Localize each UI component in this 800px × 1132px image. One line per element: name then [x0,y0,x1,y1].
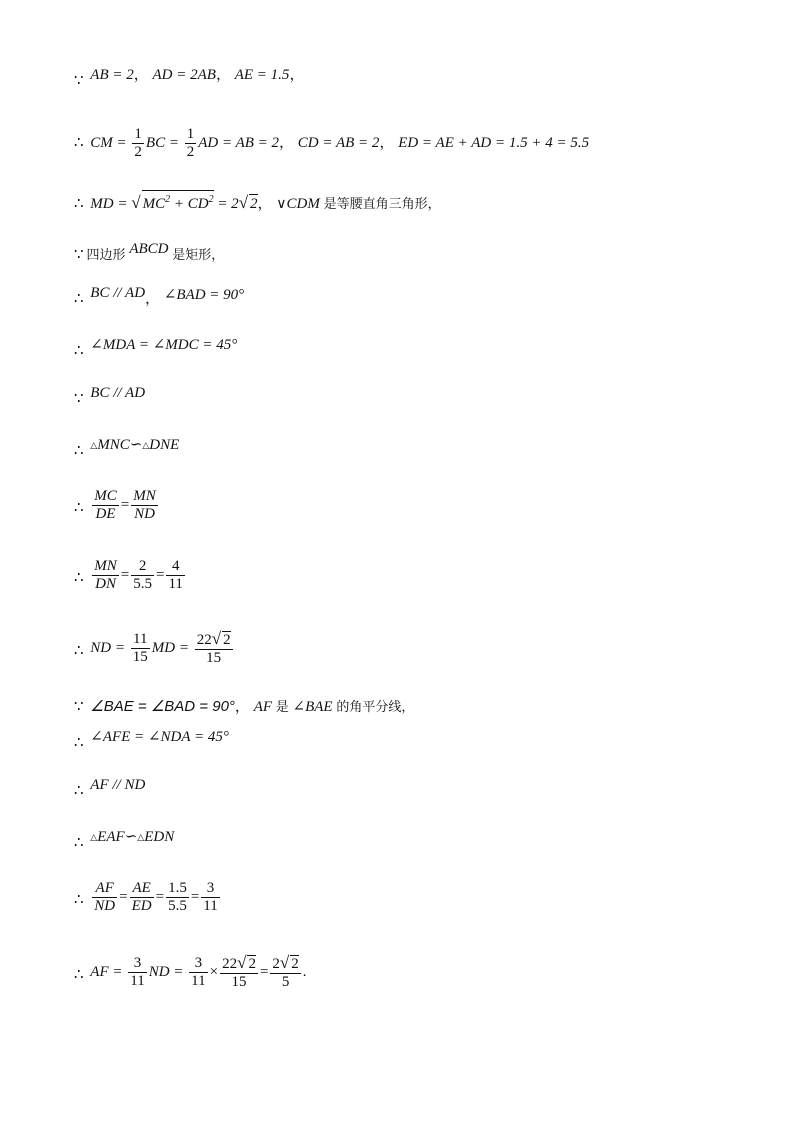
coefficient: 22 [196,632,212,648]
because-symbol: ∵ [74,247,84,263]
angle-name: ∠BAE [292,699,333,715]
sqrt-body: 2 [291,956,299,972]
fraction [270,954,300,991]
equals: = [190,888,200,905]
step-13 [74,728,229,751]
therefore-symbol: ∴ [74,735,84,751]
fraction [201,880,219,915]
eq-parallel: BC // AD [90,385,146,401]
equals: = [120,496,130,513]
therefore-symbol: ∴ [74,443,84,459]
figure-name: ABCD [129,241,169,257]
eq-parallel: AF // ND [90,777,146,793]
because-symbol: ∵ [74,699,84,715]
denominator: DE [95,506,116,522]
sqrt-body [142,190,214,213]
step-3 [74,190,441,214]
exponent: 2 [208,194,214,205]
eq-md: MD = [90,196,128,212]
step-9 [74,488,160,523]
fraction [189,955,207,990]
sqrt-icon: √ [237,953,247,972]
separator: ， [379,134,395,151]
numerator: 3 [189,955,207,973]
step-15 [74,828,175,851]
sqrt-icon: √ [279,953,290,972]
separator: ， [279,134,295,151]
triangle-name: CDM [286,196,320,212]
separator: ， [133,67,149,83]
because-symbol: ∵ [74,73,84,89]
similar-symbol: ∽ [124,829,138,845]
eq-md: MD = [151,639,189,656]
sqrt-body: 2 [223,632,231,648]
therefore-symbol: ∴ [74,343,84,359]
therefore-symbol: ∴ [74,835,84,851]
separator: ， [234,699,250,715]
eq-rest: AD = AB = 2 [198,134,280,151]
denominator: 2 [186,144,195,160]
numerator: 1 [186,126,195,142]
numerator: AF [92,880,117,898]
fraction [131,631,150,666]
step-4 [74,240,225,263]
sqrt-body: 2 [250,196,258,212]
numerator: 3 [128,955,146,973]
times-symbol: × [209,963,219,980]
triangle-name: EAF [97,829,125,845]
separator: ， [145,291,161,307]
eq-ae: AE = 1.5 [234,67,290,83]
fraction [130,880,154,915]
equals: = [156,566,165,583]
triangle-name: DNE [149,437,180,453]
coefficient: 22 [222,956,238,972]
step-8 [74,436,180,459]
eq-ab: AB = 2 [90,67,134,83]
chinese-text: 是等腰直角三角形， [323,197,441,212]
denominator: 2 [134,144,142,160]
numerator: 4 [166,558,184,576]
eq-angle: ∠BAD = 90° [163,287,245,303]
step-5 [74,284,245,307]
denominator: 11 [130,973,145,989]
numerator: MN [133,488,156,504]
therefore-symbol: ∴ [74,783,84,799]
triangle-symbol: △ [90,832,98,842]
separator: ， [257,196,273,212]
chinese-text: 是 [275,700,289,715]
eq-angle: ∠AFE = ∠NDA = 45° [90,729,229,745]
sqrt-icon: √ [238,193,249,212]
numerator: MC [94,488,117,504]
denominator: 11 [191,973,206,989]
triangle-symbol: ∨ [276,196,287,212]
triangle-symbol: △ [142,440,150,450]
equals: = [259,963,269,980]
term: + CD [170,196,209,212]
therefore-symbol: ∴ [74,196,84,212]
triangle-name: MNC [97,437,130,453]
sqrt-body: 2 [248,956,256,972]
denominator: ND [94,898,116,914]
term: = 2 [213,196,239,212]
eq-ed: ED = AE + AD = 1.5 + 4 = 5.5 [398,134,590,151]
step-2 [74,126,589,161]
eq-parallel: BC // AD [90,285,146,301]
eq-bc: BC = [145,134,179,151]
numerator: 1 [134,126,142,142]
exponent: 2 [165,194,171,205]
step-10 [74,558,187,593]
step-14 [74,776,146,799]
fraction [92,488,119,523]
therefore-symbol: ∴ [74,966,84,983]
numerator: 11 [131,631,150,649]
denominator: 5.5 [168,898,187,914]
equals: = [120,566,130,583]
numerator: MN [94,558,117,574]
denominator: 15 [132,649,148,665]
segment-name: AF [253,699,273,715]
equals: = [155,888,165,905]
triangle-name: EDN [144,829,175,845]
numerator: AE [130,880,154,898]
eq-cm: CM = [90,134,127,151]
step-16 [74,880,222,915]
period: . [302,963,307,980]
because-symbol: ∵ [74,391,84,407]
step-7 [74,384,146,407]
eq-angle: ∠BAE = ∠BAD = 90° [90,698,235,715]
eq-af: AF = [90,963,123,980]
therefore-symbol: ∴ [74,569,84,586]
fraction [195,630,233,667]
denominator: 5 [281,974,290,990]
step-12 [74,698,414,717]
sqrt-icon: √ [131,193,141,212]
chinese-text: 是矩形， [172,248,225,263]
step-17 [74,954,307,991]
numerator: 2 [131,558,154,576]
term: MC [142,196,166,212]
similar-symbol: ∽ [129,437,143,453]
therefore-symbol: ∴ [74,291,84,307]
denominator: 11 [203,898,218,914]
chinese-text: 四边形 [86,248,126,263]
separator: ， [215,67,231,83]
fraction [166,880,189,915]
triangle-symbol: △ [137,832,145,842]
denominator: 15 [231,974,247,990]
fraction [92,880,117,915]
eq-angle: ∠MDA = ∠MDC = 45° [90,337,238,353]
chinese-text: 的角平分线， [336,700,415,715]
numerator [270,954,300,974]
fraction [92,558,119,593]
eq-nd: ND = [148,963,184,980]
denominator: 5.5 [133,576,153,592]
therefore-symbol: ∴ [74,134,84,151]
denominator: ND [134,506,155,522]
denominator: 15 [206,650,222,666]
denominator: ED [131,898,152,914]
fraction-half [185,126,197,161]
fraction [131,558,154,593]
eq-ad: AD = 2AB [152,67,216,83]
fraction [220,954,258,991]
therefore-symbol: ∴ [74,499,84,516]
fraction [128,955,146,990]
denominator: 11 [168,576,183,592]
separator: ， [289,67,305,83]
numerator [195,630,233,650]
numerator: 1.5 [168,880,187,896]
step-6 [74,336,238,359]
fraction-half [132,126,144,161]
fraction [166,558,184,593]
equals: = [119,888,128,905]
therefore-symbol: ∴ [74,891,84,908]
sqrt-icon: √ [211,629,222,648]
step-1 [74,66,305,89]
denominator: DN [95,576,116,592]
fraction [131,488,158,523]
eq-cd: CD = AB = 2 [297,134,380,151]
triangle-symbol: △ [90,440,98,450]
coefficient: 2 [272,956,280,972]
numerator [220,954,258,974]
therefore-symbol: ∴ [74,642,84,659]
numerator: 3 [201,880,219,898]
eq-nd: ND = [90,639,126,656]
step-11 [74,630,235,667]
